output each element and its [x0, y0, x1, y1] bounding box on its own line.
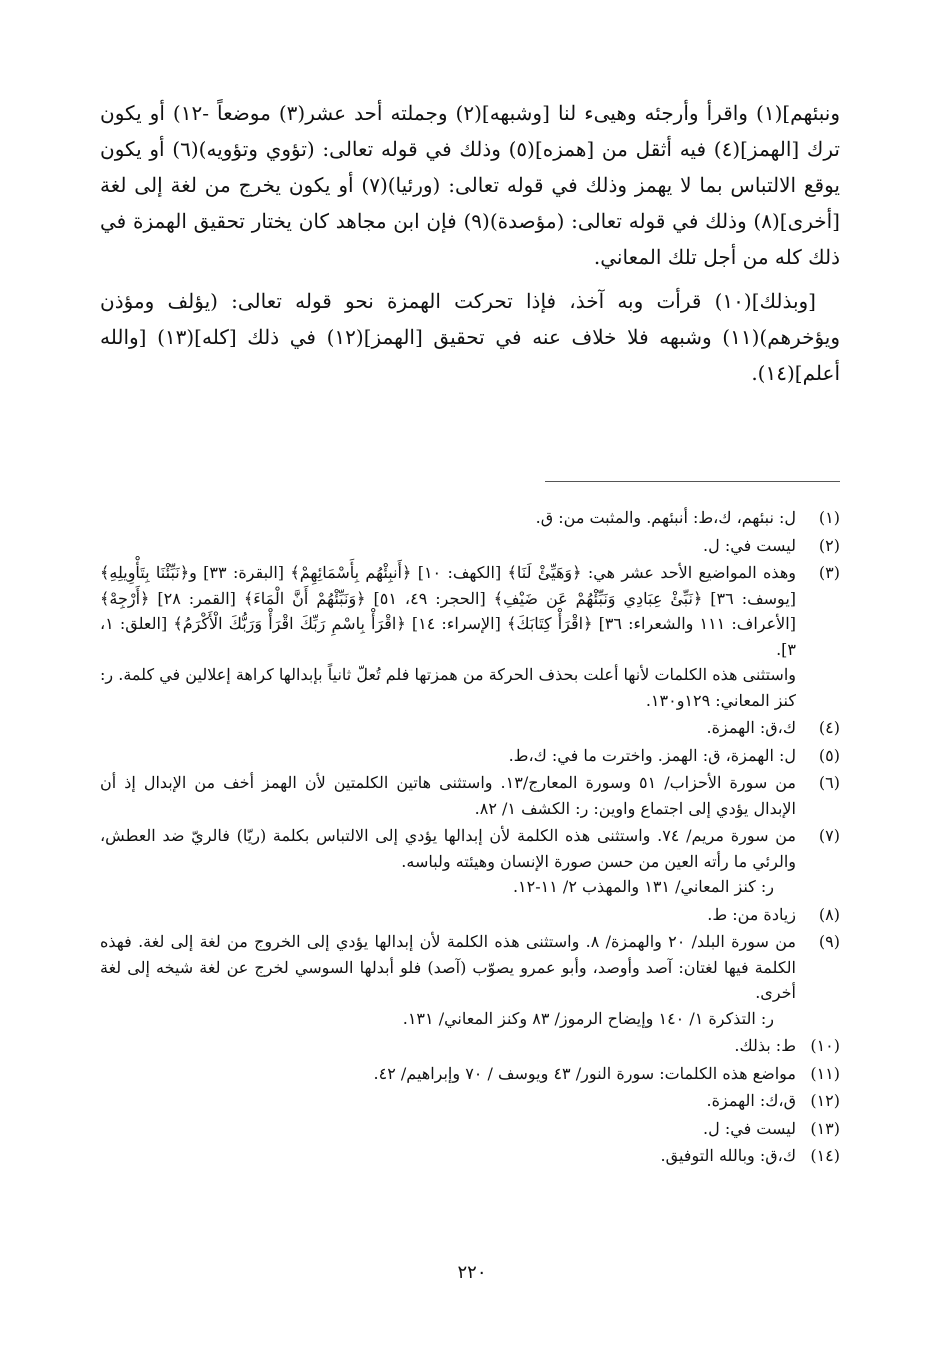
footnote-5 [100, 743, 840, 769]
footnote-text: ل: الهمزة، ق: الهمز. واخترت ما في: ك،ط. [508, 745, 796, 765]
footnote-text: وهذه المواضيع الأحد عشر هي: ﴿وَهَيِّئْ لَنَا﴾ [الكهف: ١٠] ﴿أَنبِئْهُم بِأَسْمَائِهِمْ﴾ [البقرة: ٣٣] و﴿نَبِّئْنَا بِتَأْوِيلِهِ﴾ [يوسف: ٣٦] ﴿نَبِّئْ عِبَادِي وَنَبِّئْهُمْ عَن ضَيْفِ﴾ [الحجر: ٤٩، ٥١] ﴿وَنَبِّئْهُمْ أَنَّ الْمَاءَ﴾ [القمر: ٢٨] ﴿أَرْجِهْ﴾ [الأعراف: ١١١ والشعراء: ٣٦] ﴿اقْرَأْ كِتَابَكَ﴾ [الإسراء: ١٤] ﴿اقْرَأْ بِاسْمِ رَبِّكَ اقْرَأْ وَرَبُّكَ الْأَكْرَمُ﴾ [العلق: ١، ٣]. [100, 563, 797, 659]
footnote-7 [100, 823, 840, 900]
main-text [100, 95, 840, 399]
footnote-number: (٨) [818, 904, 840, 924]
footnote-number: (١١) [810, 1063, 840, 1083]
footnote-14 [100, 1143, 840, 1169]
footnote-text: ق،ك: الهمزة. [706, 1091, 796, 1110]
footnote-8 [100, 902, 840, 928]
footnote-12 [100, 1088, 840, 1114]
footnote-number: (١٣) [810, 1118, 840, 1138]
footnote-number: (١٤) [810, 1146, 840, 1165]
footnote-number: (٤) [818, 718, 840, 737]
footnote-extra-text: واستثنى هذه الكلمات لأنها أعلت بحذف الحركة من همزتها فلم تُعلّ ثانياً بإبدالها كراهة إعلالين في كلمة. ر: كنز المعاني: ١٢٩و١٣٠. [100, 665, 797, 710]
footnotes [100, 505, 840, 1171]
footnote-3 [100, 560, 840, 713]
footnote-divider [545, 481, 840, 482]
footnote-number: (٢) [818, 535, 840, 555]
footnote-11 [100, 1061, 840, 1087]
footnote-text: من سورة البلد/ ٢٠ والهمزة/ ٨. واستثنى هذه الكلمة لأن إبدالها يؤدي إلى الخروج من لغة إلى لغة. فهذه الكلمة فيها لغتان: آصد وأوصد، وأبو عمرو يصوّب (آصد) فلو أبدلها السوسي لخرج عن لغة شيخه إلى لغة أخرى. [100, 932, 796, 1002]
footnote-text: من سورة مريم/ ٧٤. واستثنى هذه الكلمة لأن إبدالها يؤدي إلى الالتباس بكلمة (ريّا) فالريّ ضد العطش، والرئي ما رأته العين من حسن صورة الإنسان وهيئته ولباسه. [100, 826, 796, 871]
footnote-number: (٣) [818, 563, 840, 582]
page-number: ٢٢٠ [457, 1262, 487, 1283]
footnote-extra-text: ر: كنز المعاني/ ١٣١ والمهذب ٢/ ١١-١٢. [512, 877, 774, 896]
footnote-number: (١) [818, 508, 840, 527]
footnote-6 [100, 770, 840, 821]
footnote-text: ليست في: ل. [703, 535, 796, 555]
footnote-number: (٥) [818, 745, 840, 765]
main-paragraph-2: [وبذلك](١٠) قرأت وبه آخذ، فإذا تحركت الهمزة نحو قوله تعالى: (يؤلف ومؤذن ويؤخرهم)(١١) وشبهه فلا خلاف عنه في تحقيق [الهمز](١٢) في ذلك [كله](١٣) [والله أعلم](١٤). [100, 289, 841, 385]
footnote-2 [100, 533, 840, 559]
footnote-text: زيادة من: ط. [707, 904, 796, 924]
footnote-9 [100, 929, 840, 1031]
footnote-text: ط: بذلك. [734, 1036, 796, 1055]
footnote-text: ليست في: ل. [703, 1118, 796, 1138]
footnote-text: ل: نبئهم، ك،ط: أنبئهم. والمثبت من: ق. [535, 508, 796, 527]
footnote-number: (١٢) [810, 1091, 840, 1110]
footnote-number: (٩) [818, 932, 840, 951]
footnote-number: (٧) [818, 826, 840, 845]
footnote-text: ك،ق: وبالله التوفيق. [660, 1146, 796, 1165]
footnote-text: من سورة الأحزاب/ ٥١ وسورة المعارج/١٣. واستثنى هاتين الكلمتين لأن الهمز أخف من الإبدال إذ أن الإبدال يؤدي إلى اجتماع واوين: ر: الكشف ١/ ٨٢. [100, 773, 797, 818]
footnote-extra-text: ر: التذكرة ١/ ١٤٠ وإيضاح الرموز/ ٨٣ وكنز المعاني/ ١٣١. [402, 1008, 774, 1028]
footnote-text: ك،ق: الهمزة. [706, 718, 796, 737]
main-paragraph-1: ونبئهم](١) واقرأ وأرجئه وهيىء لنا [وشبهه](٢) وجملته أحد عشر(٣) موضعاً -١٢) أو يكون ترك [الهمز](٤) فيه أثقل من [همزه](٥) وذلك في قوله تعالى: (تؤوي وتؤويه)(٦) أو يكون يوقع الالتباس بما لا يهمز وذلك في قوله تعالى: (ورئيا)(٧) أو يكون يخرج من لغة إلى لغة [أخرى](٨) وذلك في قوله تعالى: (مؤصدة)(٩) فإن ابن مجاهد كان يختار تحقيق الهمزة في ذلك كله من أجل تلك المعاني. [100, 101, 841, 269]
footnote-10 [100, 1033, 840, 1059]
footnote-4 [100, 715, 840, 741]
footnote-number: (٦) [818, 773, 840, 792]
footnote-13 [100, 1116, 840, 1142]
footnote-number: (١٠) [810, 1036, 840, 1055]
footnote-text: مواضع هذه الكلمات: سورة النور/ ٤٣ ويوسف / ٧٠ وإبراهيم/ ٤٢. [373, 1063, 796, 1083]
footnote-1 [100, 505, 840, 531]
